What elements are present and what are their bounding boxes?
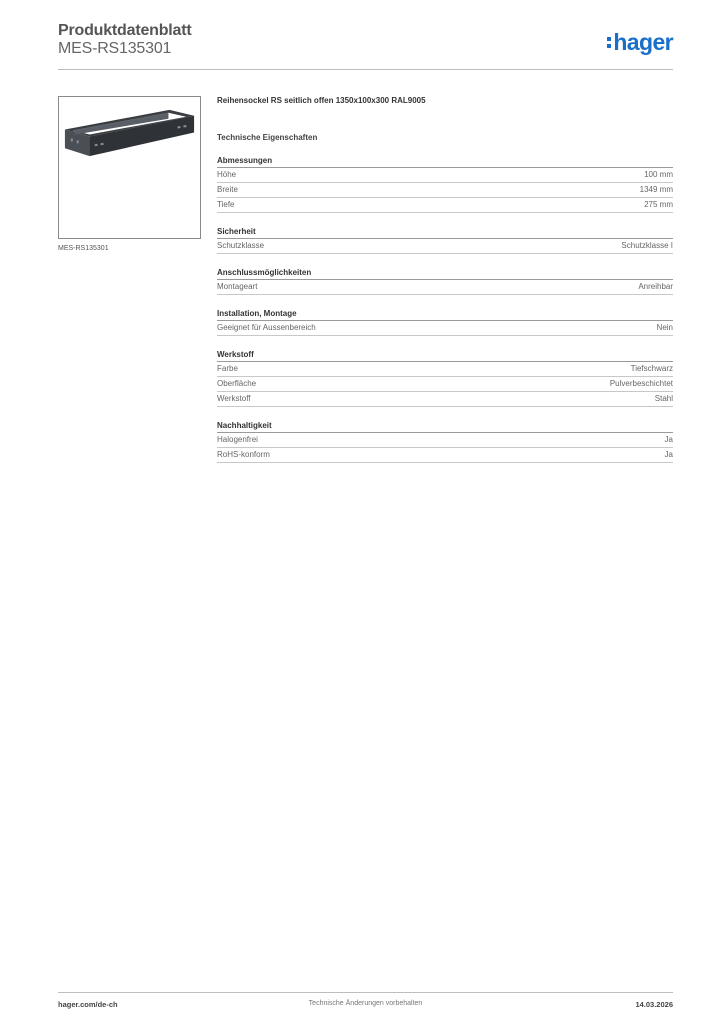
property-row [217,433,673,448]
property-value: 1349 mm [639,185,673,194]
property-value: Stahl [654,394,673,403]
plinth-frame-illustration [59,97,200,238]
property-section [217,156,673,213]
document-title: Produktdatenblatt [58,22,192,39]
section-title: Sicherheit [217,227,673,239]
footer-date: 14.03.2026 [635,1000,673,1009]
page-footer [58,992,673,1012]
footer-website-link[interactable]: hager.com/de-ch [58,1000,118,1009]
section-title: Nachhaltigkeit [217,421,673,433]
section-title: Abmessungen [217,156,673,168]
property-section [217,350,673,407]
footer-disclaimer: Technische Änderungen vorbehalten [308,1000,423,1007]
logo-dots-icon [607,37,611,48]
property-label: Oberfläche [217,379,257,388]
property-value: Schutzklasse I [621,241,673,250]
property-value: Anreihbar [638,282,673,291]
property-row [217,321,673,336]
section-title: Anschlussmöglichkeiten [217,268,673,280]
property-row [217,392,673,407]
property-label: RoHS-konform [217,450,270,459]
property-label: Montageart [217,282,258,291]
image-caption: MES-RS135301 [58,245,109,252]
property-label: Geeignet für Aussenbereich [217,323,316,332]
section-title: Werkstoff [217,350,673,362]
logo-text: hager [613,28,673,55]
technical-properties-heading: Technische Eigenschaften [217,133,318,142]
property-value: Ja [664,435,673,444]
section-title: Installation, Montage [217,309,673,321]
property-value: 100 mm [644,170,673,179]
property-label: Tiefe [217,200,235,209]
product-image [58,96,201,239]
property-value: Nein [656,323,673,332]
properties-sections [217,156,673,463]
property-section [217,421,673,463]
product-name: Reihensockel RS seitlich offen 1350x100x300 RAL9005 [217,96,426,105]
property-label: Breite [217,185,238,194]
property-row [217,168,673,183]
property-value: 275 mm [644,200,673,209]
property-value: Tiefschwarz [630,364,673,373]
property-row [217,377,673,392]
property-label: Schutzklasse [217,241,265,250]
property-value: Pulverbeschichtet [609,379,673,388]
property-label: Höhe [217,170,237,179]
property-value: Ja [664,450,673,459]
property-label: Halogenfrei [217,435,258,444]
property-label: Farbe [217,364,238,373]
property-row [217,198,673,213]
property-section [217,227,673,254]
property-row [217,239,673,254]
product-details [217,96,673,463]
property-row [217,362,673,377]
property-section [217,268,673,295]
property-row [217,183,673,198]
document-subtitle: MES-RS135301 [58,40,172,57]
property-label: Werkstoff [217,394,251,403]
hager-logo[interactable] [607,28,673,56]
property-row [217,448,673,463]
property-section [217,309,673,336]
property-row [217,280,673,295]
page-header [58,20,673,70]
